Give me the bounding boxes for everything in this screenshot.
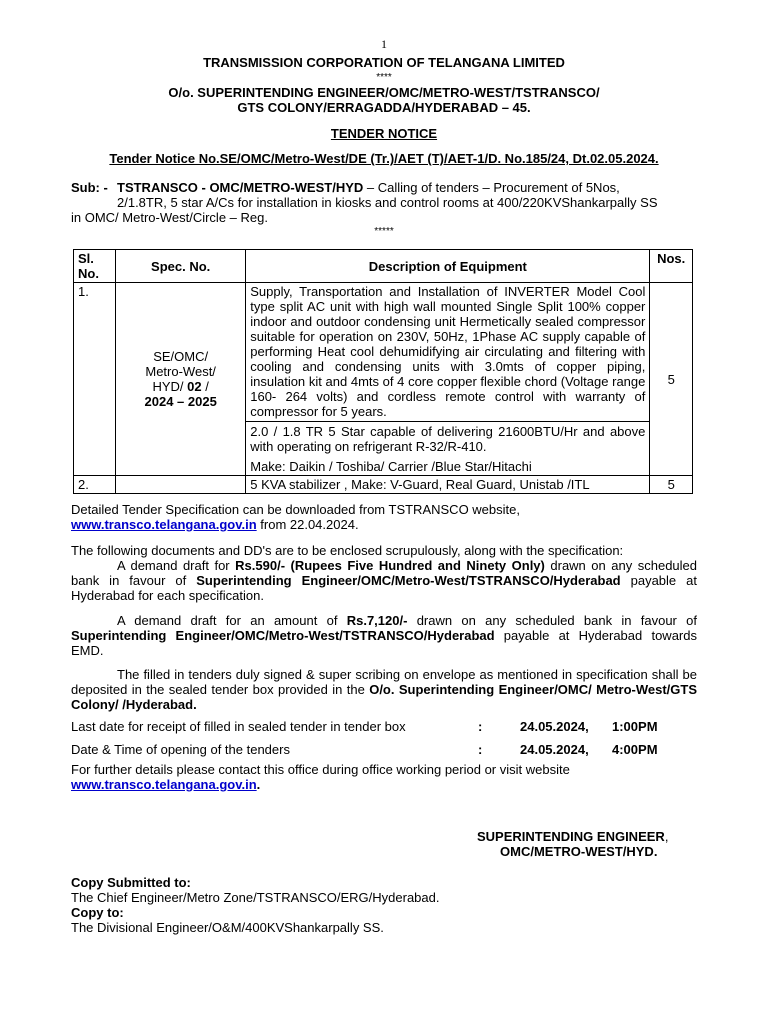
row1-nos: 5 [650,283,693,476]
subject-line-1 [117,180,697,195]
row1-desc-main: Supply, Transportation and Installation of INVERTER Model Cool type split AC unit with high wall mounted Single Split 100% copper indoor and outdoor condensing unit Hermetically sealed compressor suitable for operation on 230V, 50Hz, 1Phase AC supply capable of performing Heat cool dehumidifying air circulating and filtering with cooling and condensing units with 3.0mts of copper piping, insulation kit and 4mts of 4 core copper flexible chord (Voltage range 160- 264 volts) and cordless remote control with warranty of compressor for 5 years. [250,284,646,419]
row1-spec-year: 2024 – 2025 [144,394,217,409]
filled-text: The filled in tenders duly signed & super scribing on envelope as mentioned in specification shall be deposited in the sealed tender box provided in the [71,667,697,697]
row1-desc-make: Make: Daikin / Toshiba/ Carrier /Blue Star/Hitachi [250,459,532,474]
subject-stars: ***** [374,226,394,237]
row2-nos: 5 [650,476,693,494]
row1-spec-slash: / [201,379,209,394]
table-row [74,283,693,476]
copy-submitted-to: The Chief Engineer/Metro Zone/TSTRANSCO/ERG/Hyderabad. [71,890,440,905]
row1-description [246,283,650,476]
subject-rest: – Calling of tenders – Procurement of 5Nos, [363,180,620,195]
contact-line: For further details please contact this office during office working period or visit website [71,762,570,777]
copy-submitted-label: Copy Submitted to: [71,875,191,890]
office-line-2: GTS COLONY/ERRAGADDA/HYDERABAD – 45. [237,100,531,115]
opening-label: Date & Time of opening of the tenders [71,742,290,757]
dd1-text-c: payable at Hyderabad for each specification. [71,573,697,603]
row1-desc-sub: 2.0 / 1.8 TR 5 Star capable of delivering 21600BTU/Hr and above with operating on refrigerant R-32/R-410. [250,424,646,454]
dd2-amount: Rs.7,120/- [346,613,408,628]
docs-intro: The following documents and DD's are to be enclosed scrupulously, along with the specification: [71,543,624,558]
last-date-label: Last date for receipt of filled in sealed tender in tender box [71,719,406,734]
row2-spec [116,476,246,494]
header-description: Description of Equipment [246,250,650,283]
subject-line-2: 2/1.8TR, 5 star A/Cs for installation in kiosks and control rooms at 400/220KVShankarpally SS [117,195,658,210]
page-number: 1 [381,37,387,51]
subject-line-3: in OMC/ Metro-West/Circle – Reg. [71,210,268,225]
office-line-1: O/o. SUPERINTENDING ENGINEER/OMC/METRO-WEST/TSTRANSCO/ [168,85,600,100]
row1-sl: 1. [74,283,116,476]
dd2-favour: Superintending Engineer/OMC/Metro-West/TSTRANSCO/Hyderabad [71,628,495,643]
dd1-text-a: A demand draft for [117,558,236,573]
copy-to: The Divisional Engineer/O&M/400KVShankarpally SS. [71,920,384,935]
row1-spec-number: 02 [187,379,202,394]
signature-title: SUPERINTENDING ENGINEER [477,829,665,844]
opening-time: 4:00PM [612,742,658,757]
row1-spec [116,283,246,476]
dd1-amount: Rs.590/- (Rupees Five Hundred and Ninety Only) [235,558,545,573]
notice-title: TENDER NOTICE [330,126,438,141]
equipment-table [73,249,693,494]
dd1-paragraph [71,558,697,603]
table-header-row [74,250,693,283]
subject-label: Sub: - [71,180,108,195]
download-line: Detailed Tender Specification can be downloaded from TSTRANSCO website, [71,502,520,517]
notice-number: Tender Notice No.SE/OMC/Metro-West/DE (Tr.)/AET (T)/AET-1/D. No.185/24, Dt.02.05.2024. [109,151,659,166]
dd1-text-b: drawn on any scheduled bank in favour of [71,558,697,588]
signature-line-2: OMC/METRO-WEST/HYD. [500,844,658,859]
opening-colon: : [478,742,483,757]
row2-description: 5 KVA stabilizer , Make: V-Guard, Real Guard, Unistab /ITL [246,476,650,494]
download-date: from 22.04.2024. [256,517,359,532]
dd2-text-a: A demand draft for an amount of [117,613,347,628]
website-link[interactable]: www.transco.telangana.gov.in [71,517,257,532]
dd2-text-c: payable at Hyderabad towards EMD. [71,628,697,658]
table-row [74,476,693,494]
row2-sl: 2. [74,476,116,494]
signature-comma: , [664,829,669,844]
opening-value: 24.05.2024, [520,742,589,757]
download-link-line [71,517,359,532]
filled-office: O/o. Superintending Engineer/OMC/ Metro-West/GTS Colony/ /Hyderabad. [71,682,698,712]
org-name: TRANSMISSION CORPORATION OF TELANGANA LIMITED [203,55,565,70]
contact-period: . [256,777,261,792]
contact-link-line [71,777,260,792]
contact-website-link[interactable]: www.transco.telangana.gov.in [71,777,257,792]
dd1-favour: Superintending Engineer/OMC/Metro-West/TSTRANSCO/Hyderabad [196,573,621,588]
subject-bold: TSTRANSCO - OMC/METRO-WEST/HYD [117,180,364,195]
dd2-text-b: drawn on any scheduled bank in favour of [407,613,698,628]
row1-spec-line3 [120,379,241,394]
copy-label: Copy to: [71,905,124,920]
last-date-colon: : [478,719,483,734]
row1-spec-line1: SE/OMC/ [153,349,209,364]
row1-spec-hyd: HYD/ [152,379,188,394]
row1-desc-sub-cell [246,421,649,474]
signature-line-1 [477,829,668,844]
header-stars: **** [376,72,392,83]
header-nos: Nos. [650,250,693,283]
row1-spec-line2: Metro-West/ [145,364,216,379]
header-spec-no: Spec. No. [116,250,246,283]
last-date-time: 1:00PM [612,719,658,734]
last-date-value: 24.05.2024, [520,719,589,734]
header-sl-no: Sl. No. [74,250,116,283]
dd2-paragraph [71,613,697,658]
filled-paragraph [71,667,697,712]
